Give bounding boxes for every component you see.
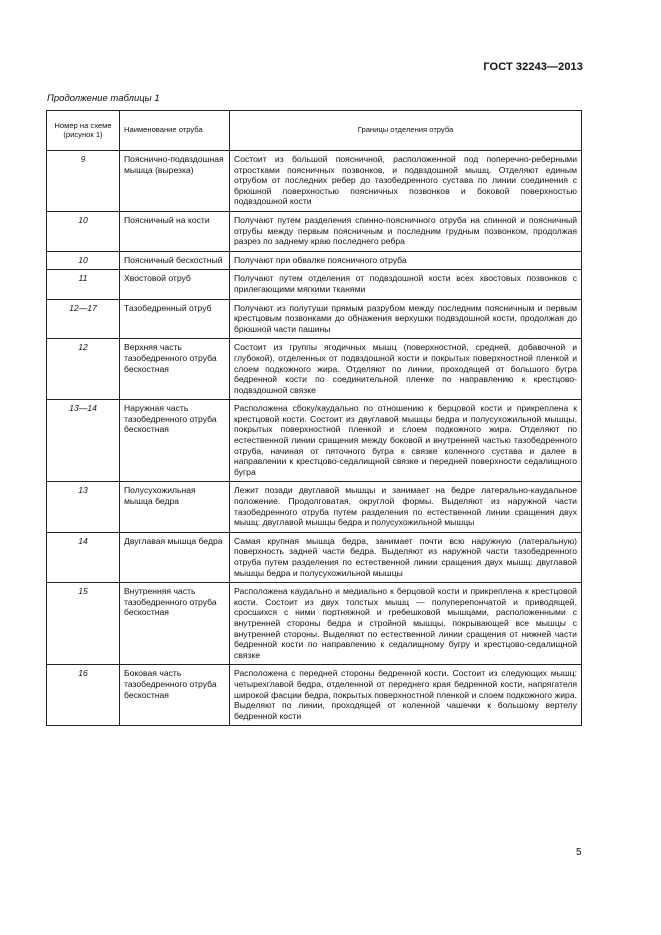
row-description: Получают из полутуши прямым разрубом между последним поясничным и первым крестцовым позвонками до обнажения верхушки подвздошной кости, продолжая до брюшной части пашины	[230, 299, 582, 339]
table-row	[47, 299, 582, 339]
standard-designation: ГОСТ 32243—2013	[483, 61, 583, 73]
table-row	[47, 665, 582, 726]
table-row	[47, 151, 582, 212]
row-name: Двуглавая мышца бедра	[120, 532, 230, 582]
row-number: 16	[47, 665, 120, 726]
table-row	[47, 270, 582, 299]
row-description: Получают путем разделения спинно-поясничного отруба на спинной и поясничный отрубы между первым поясничным и последним грудным позвонком, продолжая разрез по заднему краю последнего ребра	[230, 211, 582, 251]
row-name: Верхняя часть тазобедренного отруба бескостная	[120, 339, 230, 400]
row-number: 13—14	[47, 400, 120, 482]
row-number: 12—17	[47, 299, 120, 339]
row-description: Получают при обвалке поясничного отруба	[230, 251, 582, 270]
row-description: Состоит из группы ягодичных мышц (поверхностной, средней, добавочной и глубокой), отделенных от подвздошной кости и покрытых поверхностной пленкой и слоем подкожного жира. Отделяют по линии, проходящей от большого бугра бедренной кости по соединительной пленке по направлению к крестцово-подвздошной связке	[230, 339, 582, 400]
row-description: Состоит из большой поясничной, расположенной под поперечно-реберными отростками поясничных позвонков, и подвздошной мышц. Отделяют единым отрубом от последних ребер до тазобедренного сустава по линии соединения с брюшной поверхностью поясничных позвонков и боковой поверхностью подвздошной кости	[230, 151, 582, 212]
table-row	[47, 532, 582, 582]
row-name: Хвостовой отруб	[120, 270, 230, 299]
column-header-boundaries: Границы отделения отруба	[230, 111, 582, 151]
row-number: 12	[47, 339, 120, 400]
table-continuation-caption: Продолжение таблицы 1	[47, 93, 160, 104]
column-header-name: Наименование отруба	[120, 111, 230, 151]
row-description: Расположена с передней стороны бедренной кости. Состоит из следующих мышц: четырехглавой бедра, отделенной от переднего края бедренной кости, напрягателя широкой фасции бедра, покрытых поверхностной пленкой и слоем подкожного жира. Выделяют по линии, проходящей от коленной чашечки к большому вертелу бедренной кости	[230, 665, 582, 726]
row-name: Пояснично-подвздошная мышца (вырезка)	[120, 151, 230, 212]
row-name: Поясничный на кости	[120, 211, 230, 251]
table-row	[47, 339, 582, 400]
table-row	[47, 211, 582, 251]
row-number: 11	[47, 270, 120, 299]
row-name: Наружная часть тазобедренного отруба бескостная	[120, 400, 230, 482]
row-name: Полусухожильная мышца бедра	[120, 482, 230, 532]
row-number: 9	[47, 151, 120, 212]
row-description: Расположена сбоку/каудально по отношению к берцовой кости и прикреплена к крестцовой кости. Состоит из двуглавой мышцы бедра и полусухожильной мышцы, покрытых поверхностной пленкой и слоем подкожного жира. Отделяют по естественной линии сращения между боковой и внутренней частью тазобедренного отруба, начиная от пяточного бугра к связке коленного сустава и далее в направлении к крестцово-седалищной связке и передней поверхности седалищного бугра	[230, 400, 582, 482]
row-name: Тазобедренный отруб	[120, 299, 230, 339]
table-row	[47, 482, 582, 532]
row-name: Внутренняя часть тазобедренного отруба бескостная	[120, 583, 230, 665]
row-name: Поясничный бескостный	[120, 251, 230, 270]
row-description: Получают путем отделения от подвздошной кости всех хвостовых позвонков с прилегающими мягкими тканями	[230, 270, 582, 299]
row-number: 15	[47, 583, 120, 665]
table-row	[47, 251, 582, 270]
row-description: Расположена каудально и медиально к берцовой кости и прикреплена к крестцовой кости. Состоит из двух толстых мышц — полуперепончатой и приводящей, сросшихся с ними портняжной и гребешковой мышцами, расположенными с внутренней стороны бедра и стройной мышцы, покрывающей все мышцы с внутренней стороны. Выделяют по естественной линии сращения от нижней части бедренной кости по направлению к седалищному бугру и крестцово-седалищной связке	[230, 583, 582, 665]
table-row	[47, 400, 582, 482]
table-row	[47, 583, 582, 665]
row-number: 10	[47, 211, 120, 251]
row-number: 10	[47, 251, 120, 270]
row-name: Боковая часть тазобедренного отруба бескостная	[120, 665, 230, 726]
table-header-row	[47, 111, 582, 151]
cuts-table	[46, 110, 582, 726]
page-number: 5	[576, 847, 582, 858]
row-description: Лежит позади двуглавой мышцы и занимает на бедре латерально-каудальное положение. Продолговатая, округлой формы. Выделяют из наружной части тазобедренного отруба путем разделения по естественной линии сращения двух мышц: двуглавой мышцы бедра и полусухожильной мышцы	[230, 482, 582, 532]
row-description: Самая крупная мышца бедра, занимает почти всю наружную (латеральную) поверхность задней части бедра. Выделяют из наружной части тазобедренного отруба путем разделения по естественной линии сращения двух мышц: двуглавой мышцы бедра и полусухожильной мышцы	[230, 532, 582, 582]
row-number: 14	[47, 532, 120, 582]
column-header-number: Номер на схеме (рисунок 1)	[47, 111, 120, 151]
row-number: 13	[47, 482, 120, 532]
